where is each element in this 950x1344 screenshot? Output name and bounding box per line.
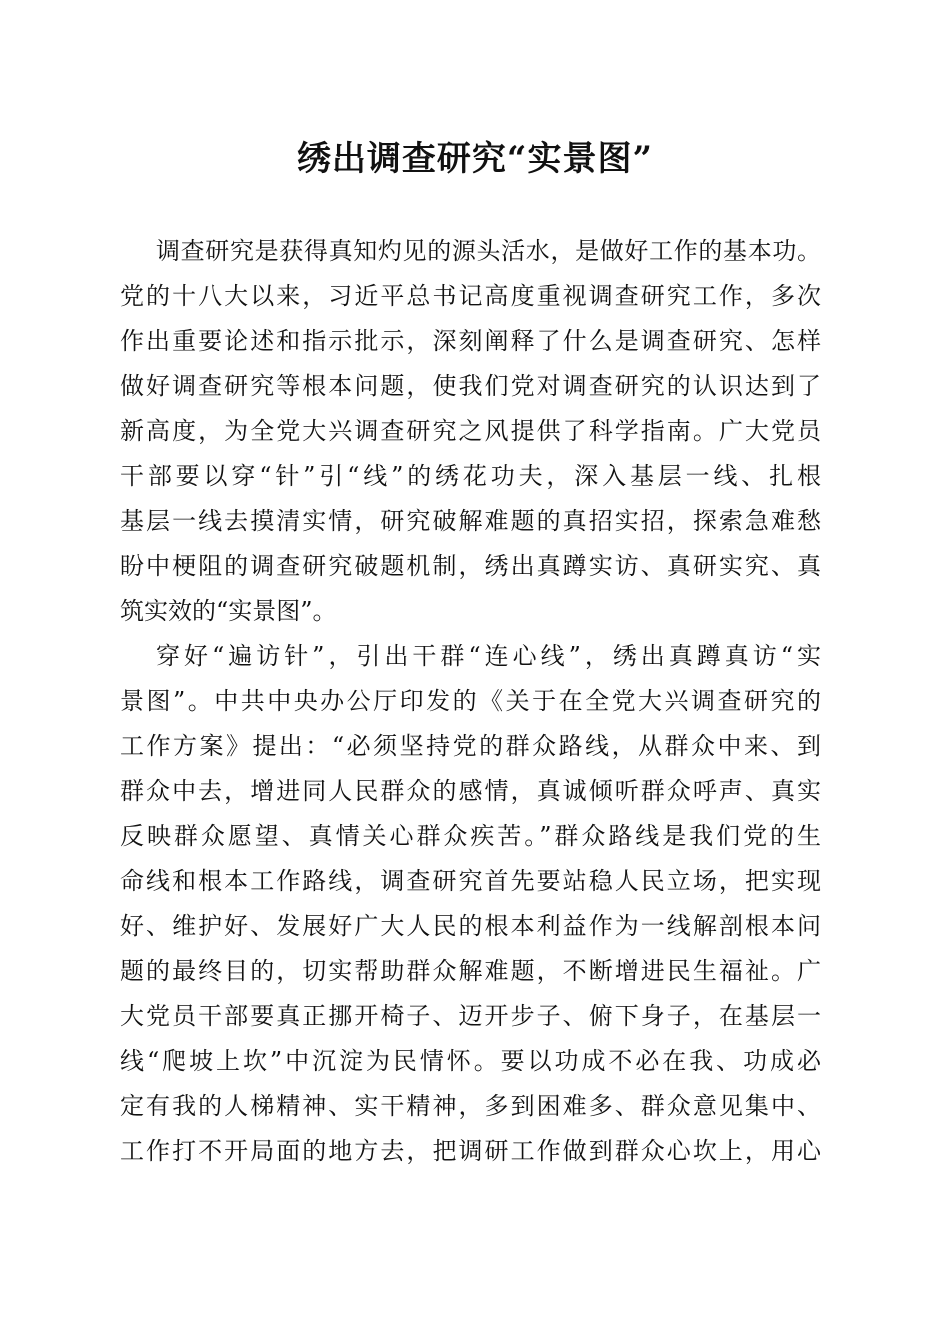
- paragraph-line: 基层一线去摸清实情，研究破解难题的真招实招，探索急难愁: [120, 507, 821, 535]
- paragraph-2: [120, 634, 821, 1174]
- paragraph-line: 作出重要论述和指示批示，深刻阐释了什么是调查研究、怎样: [120, 327, 821, 355]
- paragraph-line: 好、维护好、发展好广大人民的根本利益作为一线解剖根本问: [120, 912, 821, 940]
- paragraph-1: [120, 229, 821, 634]
- paragraph-line: 干部要以穿“针”引“线”的绣花功夫，深入基层一线、扎根: [120, 462, 821, 490]
- paragraph-line: 线“爬坡上坎”中沉淀为民情怀。要以功成不必在我、功成必: [120, 1047, 821, 1075]
- paragraph-line: 景图”。中共中央办公厅印发的《关于在全党大兴调查研究的: [120, 687, 821, 715]
- paragraph-line: 群众中去，增进同人民群众的感情，真诚倾听群众呼声、真实: [120, 777, 821, 805]
- paragraph-line: 命线和根本工作路线，调查研究首先要站稳人民立场，把实现: [120, 867, 821, 895]
- paragraph-line: 党的十八大以来，习近平总书记高度重视调查研究工作，多次: [120, 282, 821, 310]
- paragraph-line: 大党员干部要真正挪开椅子、迈开步子、俯下身子，在基层一: [120, 1002, 821, 1030]
- paragraph-line: 筑实效的“实景图”。: [120, 597, 337, 625]
- paragraph-line: 穿好“遍访针”，引出干群“连心线”，绣出真蹲真访“实: [156, 642, 821, 670]
- paragraph-line: 调查研究是获得真知灼见的源头活水，是做好工作的基本功。: [156, 237, 821, 265]
- document-body: [120, 229, 821, 1174]
- document-title: 绣出调查研究“实景图”: [296, 139, 654, 179]
- paragraph-line: 反映群众愿望、真情关心群众疾苦。”群众路线是我们党的生: [120, 822, 821, 850]
- paragraph-line: 新高度，为全党大兴调查研究之风提供了科学指南。广大党员: [120, 417, 821, 445]
- paragraph-line: 题的最终目的，切实帮助群众解难题，不断增进民生福祉。广: [120, 957, 821, 985]
- paragraph-line: 工作方案》提出：“必须坚持党的群众路线，从群众中来、到: [120, 732, 821, 760]
- paragraph-line: 盼中梗阻的调查研究破题机制，绣出真蹲实访、真研实究、真: [120, 552, 821, 580]
- paragraph-line: 定有我的人梯精神、实干精神，多到困难多、群众意见集中、: [120, 1092, 821, 1120]
- paragraph-line: 做好调查研究等根本问题，使我们党对调查研究的认识达到了: [120, 372, 821, 400]
- paragraph-line: 工作打不开局面的地方去，把调研工作做到群众心坎上，用心: [120, 1137, 821, 1165]
